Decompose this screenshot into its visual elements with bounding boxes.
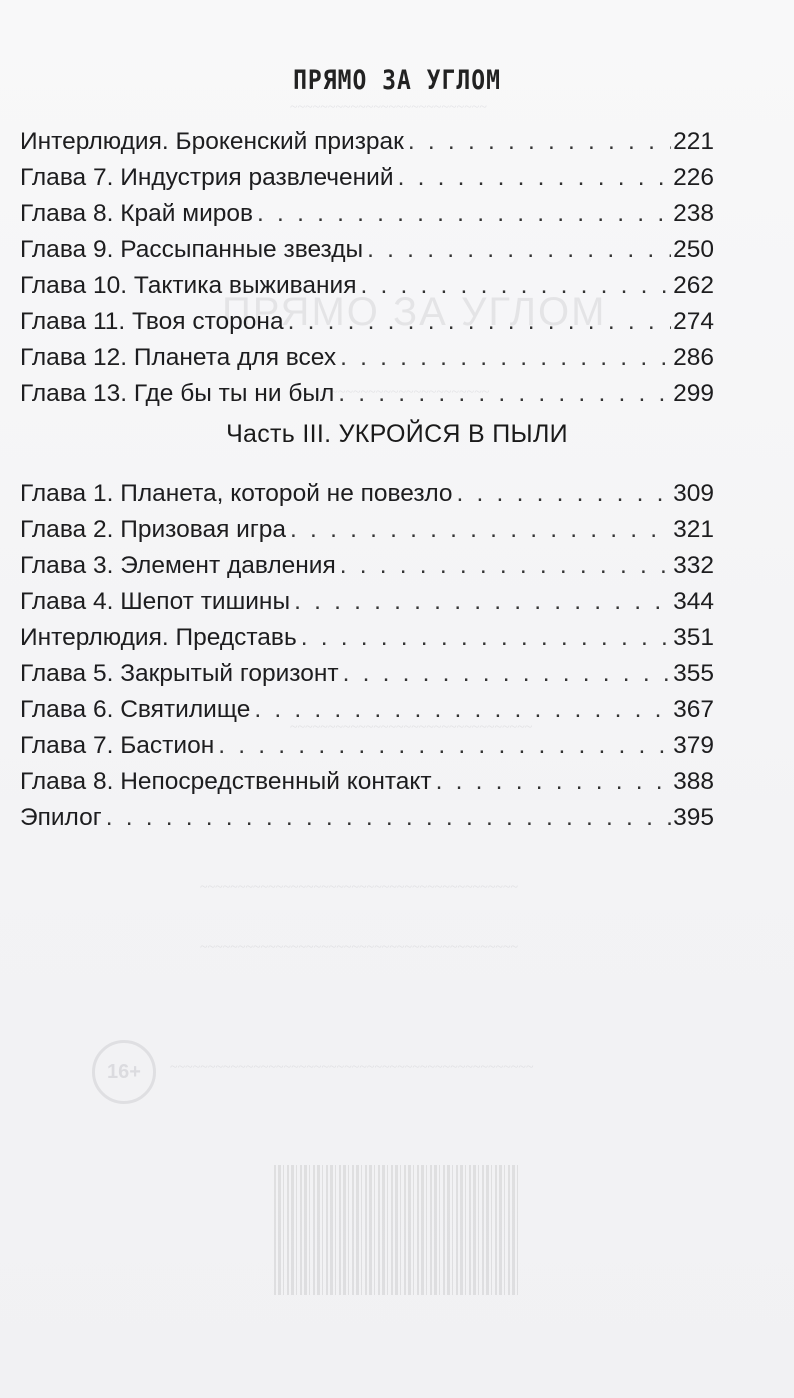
toc-list-part-a xyxy=(20,124,714,412)
toc-entry-title: Глава 4. Шепот тишины xyxy=(20,588,291,615)
toc-entry xyxy=(20,656,714,692)
toc-entry-title: Глава 1. Планета, которой не повезло xyxy=(20,480,453,507)
toc-entry-page: 274 xyxy=(673,308,714,335)
toc-entry-page: 262 xyxy=(673,272,714,299)
toc-entry-page: 351 xyxy=(673,624,714,651)
show-through-line: ~~~~~~~~~~~~~~~~~~~~~~~~~~~~~~~~~~~~~~~~~~ xyxy=(200,940,519,955)
toc-entry-page: 344 xyxy=(673,588,714,615)
toc-entry-page: 309 xyxy=(673,480,714,507)
toc-entry xyxy=(20,476,714,512)
toc-dot-leader xyxy=(218,728,671,764)
toc-dot-leader xyxy=(257,196,671,232)
toc-entry xyxy=(20,800,714,836)
age-rating-badge: 16+ xyxy=(92,1040,156,1104)
toc-dot-leader xyxy=(294,584,671,620)
toc-entry-page: 321 xyxy=(673,516,714,543)
toc-entry-title: Глава 3. Элемент давления xyxy=(20,552,336,579)
toc-entry-title: Глава 9. Рассыпанные звезды xyxy=(20,236,364,263)
toc-list-part-b xyxy=(20,476,714,836)
toc-entry-title: Глава 7. Бастион xyxy=(20,732,215,759)
toc-entry-page: 299 xyxy=(673,380,714,407)
toc-entry-title: Глава 5. Закрытый горизонт xyxy=(20,660,339,687)
toc-dot-leader xyxy=(367,232,671,268)
toc-entry xyxy=(20,692,714,728)
show-through-title: ПРЯМО ЗА УГЛОМ xyxy=(222,290,607,334)
show-through-line: ~~~~~~~~~~~~~~~~~~~~~~~~~~~~~~~~~~~~~~~~~~ xyxy=(200,880,519,895)
toc-entry-page: 332 xyxy=(673,552,714,579)
toc-entry-title: Глава 12. Планета для всех xyxy=(20,344,337,371)
toc-dot-leader xyxy=(290,512,671,548)
toc-dot-leader xyxy=(288,304,672,340)
toc-entry-title: Глава 2. Призовая игра xyxy=(20,516,287,543)
toc-entry xyxy=(20,620,714,656)
toc-dot-leader xyxy=(338,376,671,412)
show-through-line: ~~~~~~~~~~~~~~~~~~~~~~~~~~~~~~~~ xyxy=(290,720,533,735)
toc-entry-title: Интерлюдия. Представь xyxy=(20,624,297,651)
toc-dot-leader xyxy=(254,692,671,728)
show-through-line: ~~~~~~~~~~~~~~~~~~~~~~~~~~~~~~~~~~~~~~~~~~~~~~~~ xyxy=(170,1060,534,1075)
toc-entry-title: Глава 10. Тактика выживания xyxy=(20,272,357,299)
toc-entry-title: Глава 13. Где бы ты ни был xyxy=(20,380,335,407)
toc-dot-leader xyxy=(301,620,671,656)
toc-dot-leader xyxy=(343,656,672,692)
running-header: ПРЯМО ЗА УГЛОМ xyxy=(293,66,501,96)
toc-entry-title: Глава 6. Святилище xyxy=(20,696,251,723)
toc-entry-page: 226 xyxy=(673,164,714,191)
barcode xyxy=(274,1165,520,1295)
toc-dot-leader xyxy=(457,476,672,512)
toc-dot-leader xyxy=(436,764,671,800)
toc-entry xyxy=(20,268,714,304)
toc-entry-title: Глава 8. Непосредственный контакт xyxy=(20,768,432,795)
toc-entry xyxy=(20,584,714,620)
toc-entry-title: Эпилог xyxy=(20,804,102,831)
toc-entry xyxy=(20,764,714,800)
toc-entry xyxy=(20,124,714,160)
toc-entry-page: 221 xyxy=(673,128,714,155)
toc-entry-title: Интерлюдия. Брокенский призрак xyxy=(20,128,404,155)
toc-dot-leader xyxy=(360,268,671,304)
toc-entry-title: Глава 7. Индустрия развлечений xyxy=(20,164,394,191)
toc-entry xyxy=(20,160,714,196)
toc-entry-page: 250 xyxy=(673,236,714,263)
toc-entry-title: Глава 8. Край миров xyxy=(20,200,254,227)
toc-entry xyxy=(20,548,714,584)
toc-entry-page: 367 xyxy=(673,696,714,723)
toc-entry-page: 388 xyxy=(673,768,714,795)
toc-entry-page: 355 xyxy=(673,660,714,687)
toc-entry-page: 286 xyxy=(673,344,714,371)
toc-entry-title: Глава 11. Твоя сторона xyxy=(20,308,284,335)
show-through-line: ~~~~~~~~~~~~~~~~~~~~~~~~~~ xyxy=(290,100,487,115)
toc-entry xyxy=(20,728,714,764)
toc-entry xyxy=(20,232,714,268)
toc-dot-leader xyxy=(398,160,672,196)
show-through-line: ~~~~~~~~~~~~~~~~~~~~~~~~~ xyxy=(300,385,490,400)
toc-dot-leader xyxy=(408,124,671,160)
toc-entry-page: 379 xyxy=(673,732,714,759)
toc-entry-page: 238 xyxy=(673,200,714,227)
toc-entry-page: 395 xyxy=(673,804,714,831)
toc-entry xyxy=(20,340,714,376)
toc-dot-leader xyxy=(106,800,671,836)
toc-entry xyxy=(20,512,714,548)
toc-dot-leader xyxy=(340,340,671,376)
toc-dot-leader xyxy=(340,548,671,584)
toc-entry xyxy=(20,304,714,340)
toc-entry xyxy=(20,196,714,232)
toc-entry xyxy=(20,376,714,412)
part-title: Часть III. УКРОЙСЯ В ПЫЛИ xyxy=(226,420,568,448)
